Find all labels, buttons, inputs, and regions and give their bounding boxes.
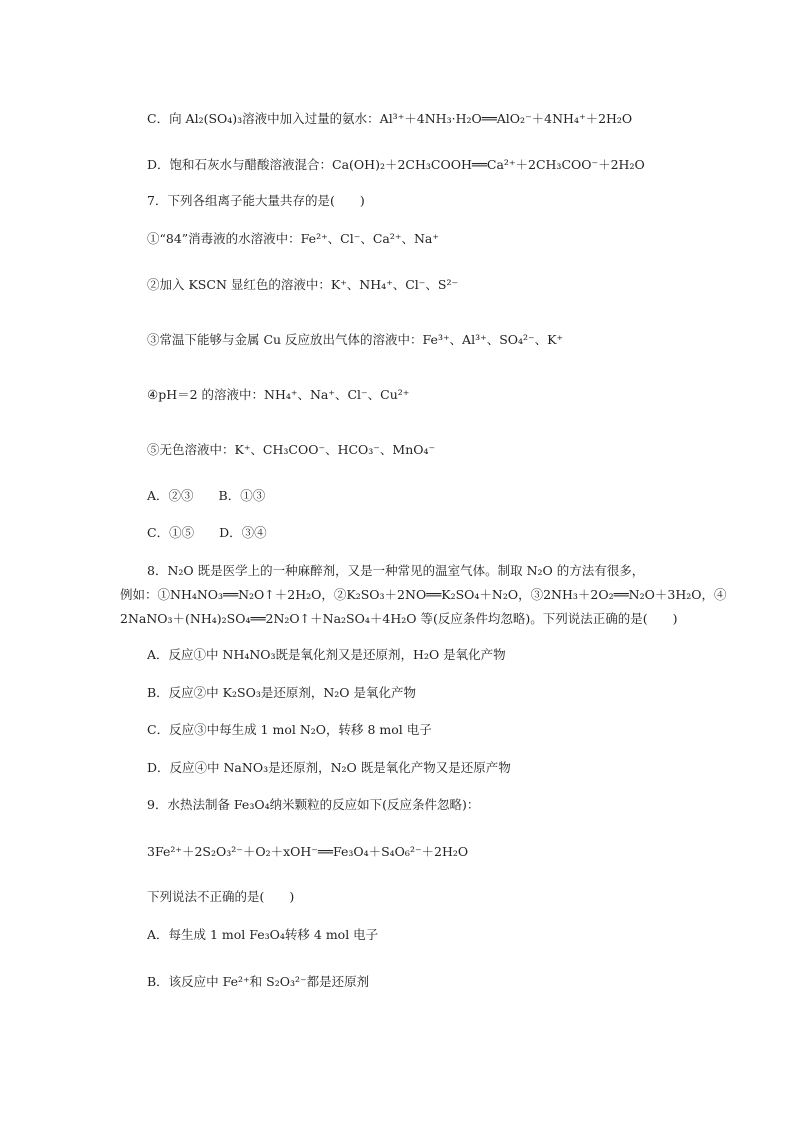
question-8-line2: 例如：①NH₄NO₃══N₂O↑＋2H₂O，②K₂SO₃＋2NO══K₂SO₄＋N₂O，③2NH₃＋2O₂══N₂O＋3H₂O，④ xyxy=(120,587,727,602)
q9-option-b: B．该反应中 Fe²⁺和 S₂O₃²⁻都是还原剂 xyxy=(147,974,370,989)
q8-option-a: A．反应①中 NH₄NO₃既是氧化剂又是还原剂，H₂O 是氧化产物 xyxy=(147,647,506,662)
q7-item-4: ④pH＝2 的溶液中：NH₄⁺、Na⁺、Cl⁻、Cu²⁺ xyxy=(147,387,410,402)
question-8-line1: 8．N₂O 既是医学上的一种麻醉剂，又是一种常见的温室气体。制取 N₂O 的方法有很多， xyxy=(147,563,645,578)
q7-item-2: ②加入 KSCN 显红色的溶液中：K⁺、NH₄⁺、Cl⁻、S²⁻ xyxy=(147,277,459,292)
q7-item-3: ③常温下能够与金属 Cu 反应放出气体的溶液中：Fe³⁺、Al³⁺、SO₄²⁻、K⁺ xyxy=(147,332,564,347)
q8-option-b: B．反应②中 K₂SO₃是还原剂，N₂O 是氧化产物 xyxy=(147,685,417,700)
q9-equation: 3Fe²⁺＋2S₂O₃²⁻＋O₂＋xOH⁻══Fe₃O₄＋S₄O₆²⁻＋2H₂O xyxy=(147,844,469,859)
question-8-line3: 2NaNO₃＋(NH₄)₂SO₄══2N₂O↑＋Na₂SO₄＋4H₂O 等(反应条件均忽略)。下列说法正确的是( ) xyxy=(120,611,678,626)
option-c: C．向 Al₂(SO₄)₃溶液中加入过量的氨水：Al³⁺＋4NH₃·H₂O══AlO₂⁻＋4NH₄⁺＋2H₂O xyxy=(147,111,633,126)
question-7: 7．下列各组离子能大量共存的是( ) xyxy=(147,193,365,208)
q8-option-d: D．反应④中 NaNO₃是还原剂，N₂O 既是氧化产物又是还原产物 xyxy=(147,760,511,775)
q7-item-5: ⑤无色溶液中：K⁺、CH₃COO⁻、HCO₃⁻、MnO₄⁻ xyxy=(147,442,436,457)
option-d: D．饱和石灰水与醋酸溶液混合：Ca(OH)₂＋2CH₃COOH══Ca²⁺＋2CH₃COO⁻＋2H₂O xyxy=(147,157,645,172)
q7-options-ab: A．②③ B．①③ xyxy=(147,488,266,503)
q7-item-1: ①“84”消毒液的水溶液中：Fe²⁺、Cl⁻、Ca²⁺、Na⁺ xyxy=(147,231,439,246)
q9-option-a: A．每生成 1 mol Fe₃O₄转移 4 mol 电子 xyxy=(147,927,379,942)
q7-options-cd: C．①⑤ D．③④ xyxy=(147,525,267,540)
question-9: 9．水热法制备 Fe₃O₄纳米颗粒的反应如下(反应条件忽略)： xyxy=(147,797,480,812)
q8-option-c: C．反应③中每生成 1 mol N₂O，转移 8 mol 电子 xyxy=(147,722,432,737)
q9-prompt: 下列说法不正确的是( ) xyxy=(147,889,295,904)
